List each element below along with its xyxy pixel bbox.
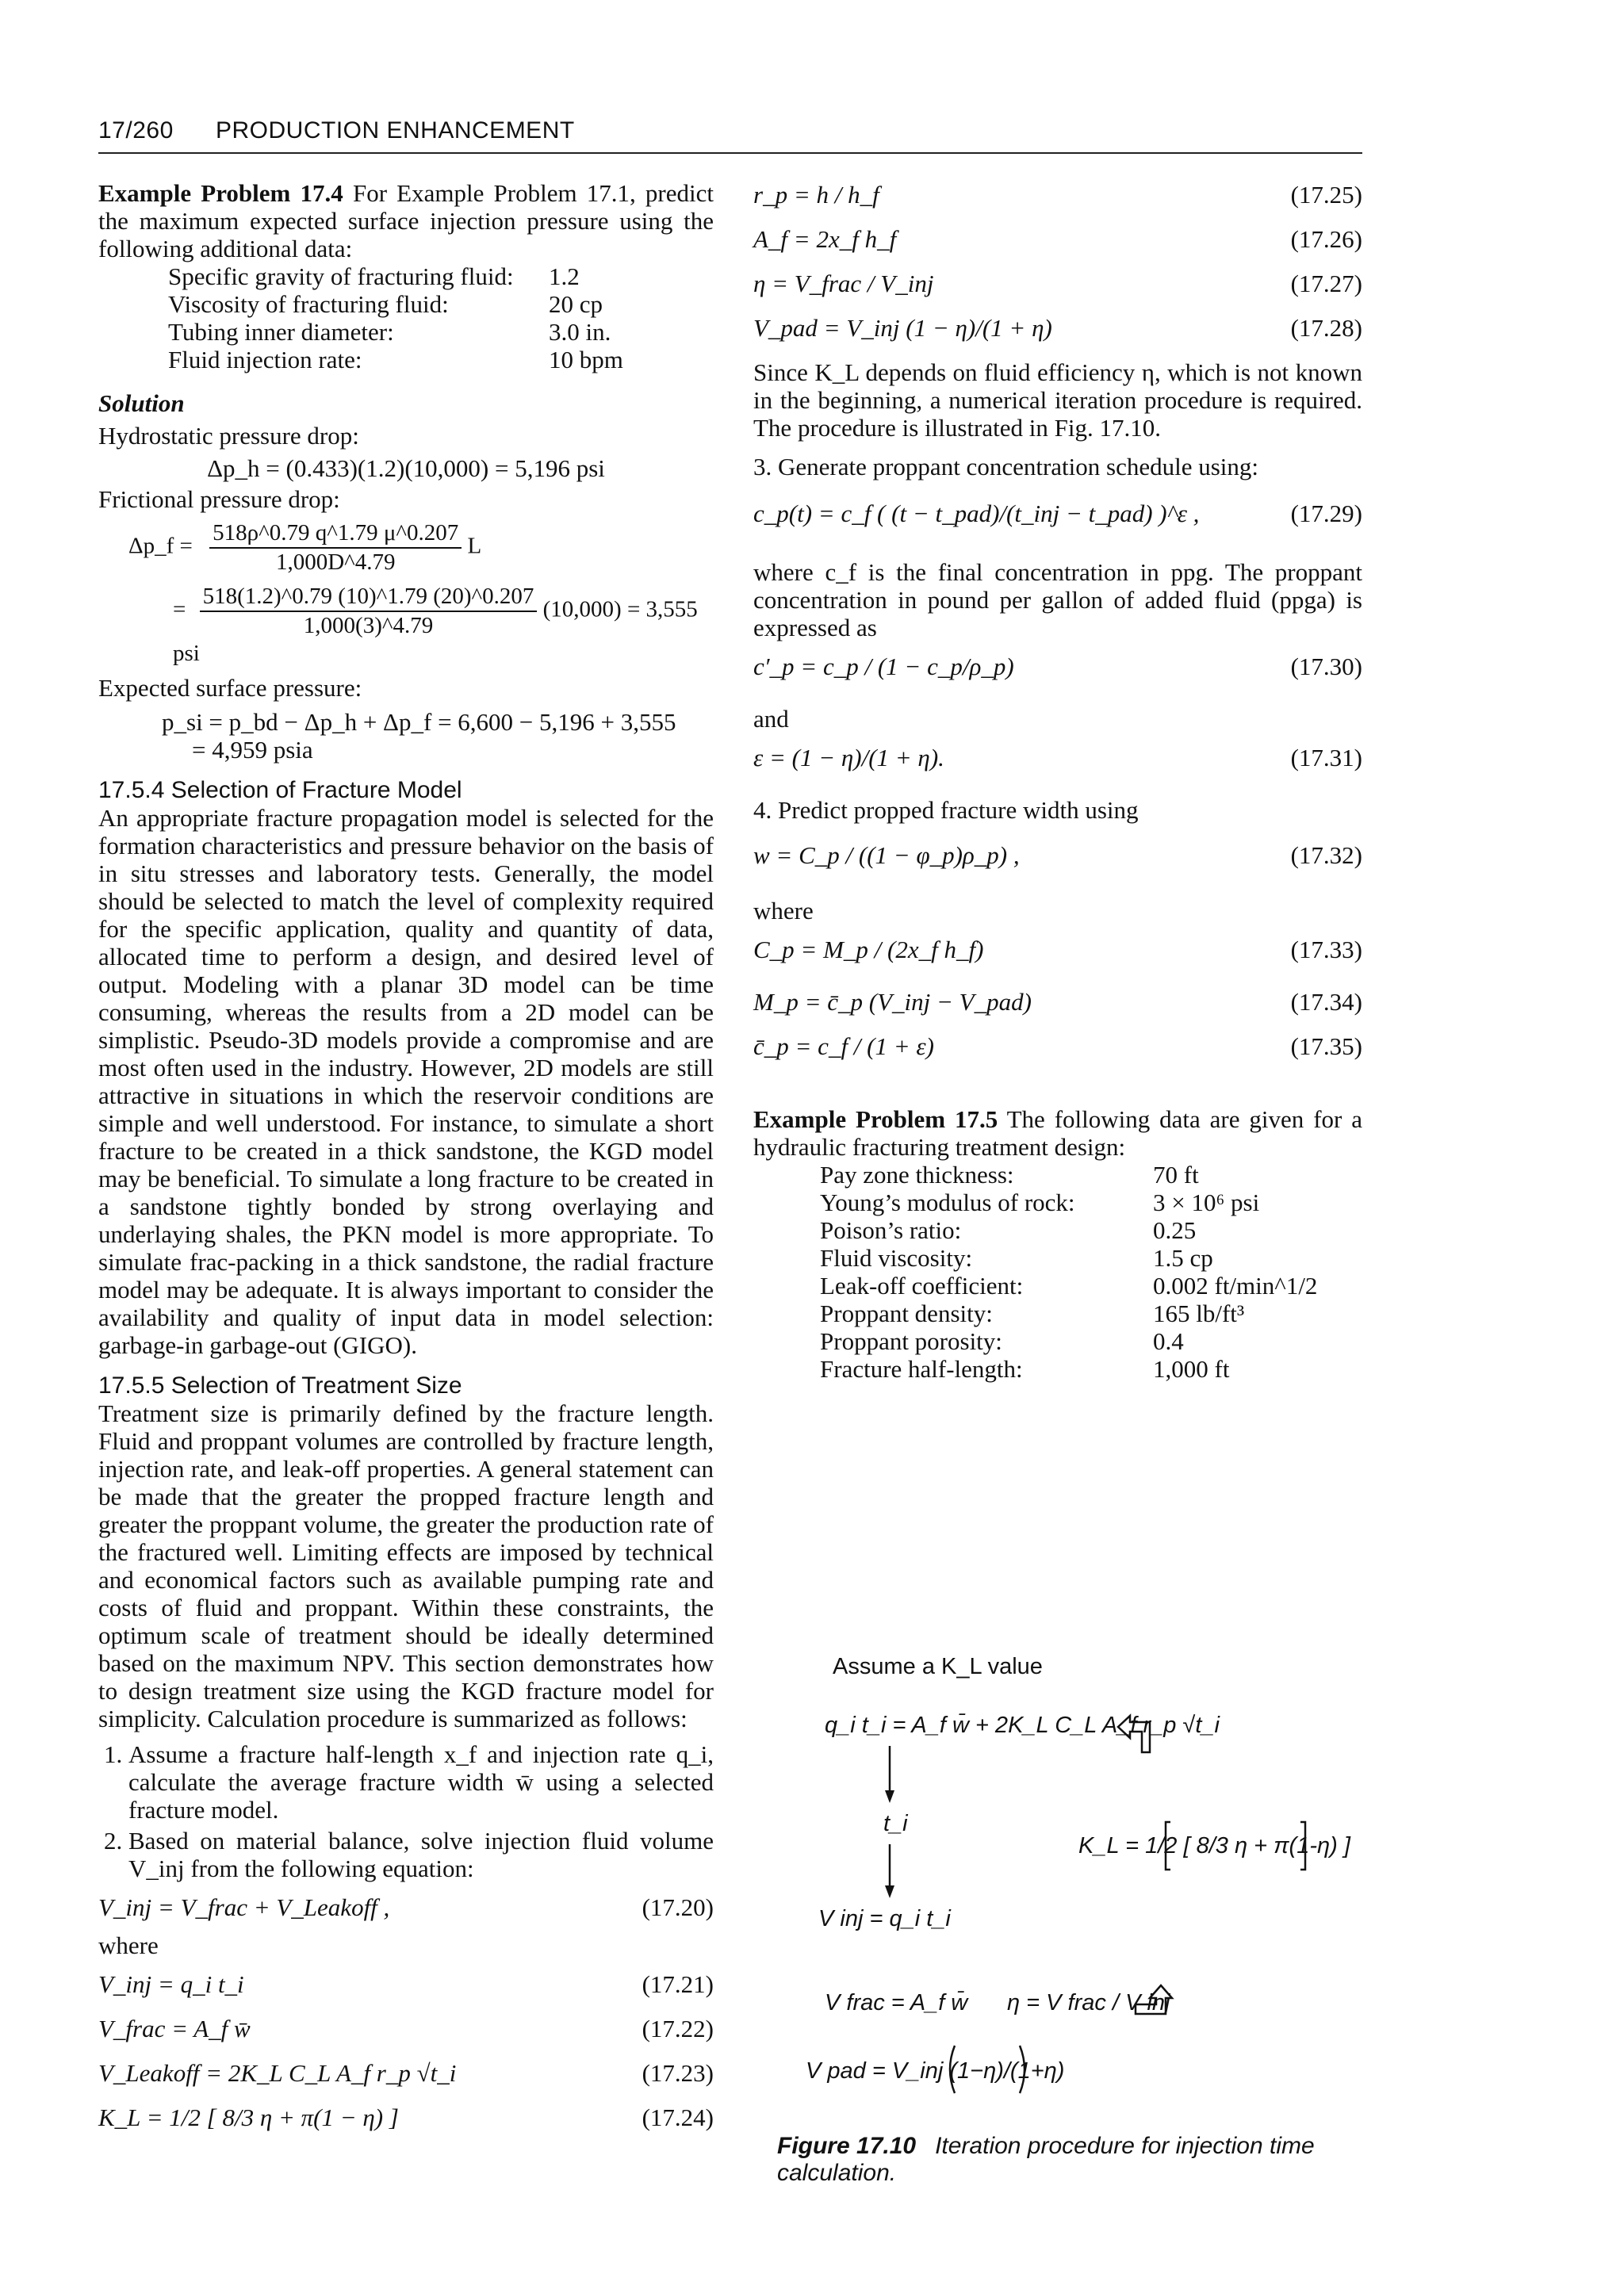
data-value: 0.002 ft/min^1/2 [1153,1272,1318,1300]
figure-kl-equation: K_L = 1/2 [ 8/3 η + π(1-η) ] [1078,1833,1350,1859]
figure-arrows [777,1649,1348,2109]
example-17-5-data [820,1161,1362,1383]
friction-numerator: 518ρ^0.79 q^1.79 μ^0.207 [209,519,462,549]
figure-assume-label: Assume a K_L value [833,1654,1043,1679]
equation-17-24: K_L = 1/2 [ 8/3 η + π(1 − η) ] (17.24) [98,2104,714,2131]
data-key: Viscosity of fracturing fluid: [168,290,449,318]
figure-caption [777,2133,1348,2187]
example-17-5-label: Example Problem 17.5 [753,1105,998,1133]
friction-denominator-2: 1,000(3)^4.79 [303,613,434,638]
data-key: Proppant density: [820,1300,993,1327]
procedure-list [98,1740,714,1882]
equation-17-31: ε = (1 − η)/(1 + η). (17.31) [753,744,1362,771]
equation-17-22: V_frac = A_f w̄ (17.22) [98,2015,714,2042]
friction-equation-1 [128,519,714,576]
friction-result: (10,000) = 3,555 psi [173,596,698,666]
return-arrow-icon [1118,1716,1150,1752]
example-17-4-data [168,262,714,373]
figure-caption-label: Figure 17.10 [777,2133,917,2159]
equation-17-34: M_p = c̄_p (V_inj − V_pad) (17.34) [753,988,1362,1016]
equation-17-26: A_f = 2x_f h_f (17.26) [753,225,1362,253]
data-value: 0.25 [1153,1216,1197,1244]
figure-top-equation: q_i t_i = A_f w̄ + 2K_L C_L A_f r_p √t_i [825,1713,1220,1738]
cf-paragraph: where c_f is the final concentration in ppg. The proppant concentration in pound per gallon of added fluid (ppga) is expressed as [753,558,1362,641]
section-17-5-4-text: An appropriate fracture propagation model is selected for the formation characteristics and pressure behavior on the basis of in situ stresses and laboratory tests. Generally, the model should be selected to match the level of complexity required for the specific application, quality and quantity of data, allocated time to perform a design, and desired level of output. Modeling with a planar 3D model can be time consuming, whereas the results from a 2D model can be simplistic. Pseudo-3D models provide a compromise and are most often used in the industry. However, 2D models are still attractive in situations in which the reservoir conditions are simple and well understood. For instance, to simulate a short fracture to be created in a thick sandstone, the KGD model may be beneficial. To simulate a long fracture to be created in a sandstone tightly bonded by strong overlaying and underlaying shales, the PKN model is more appropriate. To simulate frac-packing in a thick sandstone, the radial fracture model may be adequate. It is always important to consider the availability and quality of input data in model selection: garbage-in garbage-out (GIGO). [98,804,714,1359]
data-key: Proppant porosity: [820,1327,1002,1355]
surface-equation-2: = 4,959 psia [192,736,313,764]
section-17-5-5-text: Treatment size is primarily defined by the fracture length. Fluid and proppant volumes are controlled by fracture length, injection rate, and leak-off properties. A general statement can be made that the greater the propped fracture length and greater the proppant volume, the greater the production rate of the fractured well. Limiting effects are imposed by technical and economical factors such as available pumping rate and costs of fluid and proppant. Within these constraints, the optimum scale of treatment should be ideally determined based on the maximum NPV. This section demonstrates how to design treatment size using the KGD fracture model for simplicity. Calculation procedure is summarized as follows: [98,1399,714,1732]
data-value: 1,000 ft [1153,1355,1230,1383]
data-key: Leak-off coefficient: [820,1272,1024,1300]
data-value: 20 cp [549,290,603,318]
friction-denominator: 1,000D^4.79 [275,549,396,575]
friction-numerator-2: 518(1.2)^0.79 (10)^1.79 (20)^0.207 [200,583,538,612]
data-key: Pay zone thickness: [820,1161,1014,1189]
equation-17-28: V_pad = V_inj (1 − η)/(1 + η) (17.28) [753,314,1362,342]
data-value: 1.5 cp [1153,1244,1213,1272]
friction-label: Frictional pressure drop: [98,485,340,513]
down-arrow-icon [885,1790,894,1803]
where-label-right: where [753,897,814,924]
data-key: Poison’s ratio: [820,1216,962,1244]
equation-17-29: c_p(t) = c_f ( (t − t_pad)/(t_inj − t_pad) )^ε , (17.29) [753,500,1362,527]
data-value: 10 bpm [549,346,623,373]
equation-17-32: w = C_p / ((1 − φ_p)ρ_p) , (17.32) [753,841,1362,869]
equation-17-20: V_inj = V_frac + V_Leakoff , (17.20) [98,1893,714,1921]
section-17-5-4-heading: 17.5.4 Selection of Fracture Model [98,777,462,803]
down-arrow-icon [885,1885,894,1898]
data-value: 3.0 in. [549,318,611,346]
procedure-step-4: 4. Predict propped fracture width using [753,796,1139,824]
left-column [98,179,714,2148]
section-17-5-5-heading: 17.5.5 Selection of Treatment Size [98,1372,462,1399]
right-column [753,179,1362,1383]
example-17-5-intro [753,1105,1362,1161]
equation-17-33: C_p = M_p / (2x_f h_f) (17.33) [753,936,1362,963]
kl-paragraph: Since K_L depends on fluid efficiency η, which is not known in the beginning, a numerical iteration procedure is required. The procedure is illustrated in Fig. 17.10. [753,358,1362,442]
figure-eta: η = V frac / V inj [1007,1990,1170,2015]
surface-equation-1: p_si = p_bd − Δp_h + Δp_f = 6,600 − 5,196 + 3,555 [162,708,676,736]
procedure-step-1: 1. Assume a fracture half-length x_f and injection rate q_i, calculate the average fracture width w̄ using a selected fracture model. [128,1740,714,1824]
friction-lhs: Δp_f = [128,533,193,559]
surface-label: Expected surface pressure: [98,674,362,702]
running-header [98,116,1362,154]
example-17-4-label: Example Problem 17.4 [98,179,343,207]
equation-17-35: c̄_p = c_f / (1 + ε) (17.35) [753,1032,1362,1060]
hydro-label: Hydrostatic pressure drop: [98,422,359,450]
running-title: PRODUCTION ENHANCEMENT [216,117,575,144]
data-key: Tubing inner diameter: [168,318,394,346]
where-label: where [98,1931,159,1959]
data-value: 1.2 [549,262,580,290]
figure-caption-text: Iteration procedure for injection time calculation. [777,2133,1315,2186]
figure-17-10 [777,1649,1348,2109]
figure-vpad: V pad = V_inj (1−η)/(1+η) [806,2058,1065,2084]
example-17-4-intro [98,179,714,262]
data-key: Fracture half-length: [820,1355,1023,1383]
data-value: 165 lb/ft³ [1153,1300,1245,1327]
figure-vinj: V inj = q_i t_i [818,1906,951,1931]
procedure-step-2: 2. Based on material balance, solve injection fluid volume V_inj from the following equation: [128,1827,714,1882]
figure-ti: t_i [883,1811,908,1836]
equation-17-27: η = V_frac / V_inj (17.27) [753,270,1362,297]
procedure-step-3: 3. Generate proppant concentration schedule using: [753,453,1258,480]
hydro-equation: Δp_h = (0.433)(1.2)(10,000) = 5,196 psi [207,454,605,482]
example-17-4-text: For Example Problem 17.1, predict the maximum expected surface injection pressure using the following additional data: [98,179,714,262]
equation-17-21: V_inj = q_i t_i (17.21) [98,1970,714,1998]
data-value: 70 ft [1153,1161,1199,1189]
equation-17-30: c′_p = c_p / (1 − c_p/ρ_p) (17.30) [753,653,1362,680]
page-number: 17/260 [98,117,174,144]
data-key: Specific gravity of fracturing fluid: [168,262,514,290]
equation-17-23: V_Leakoff = 2K_L C_L A_f r_p √t_i (17.23) [98,2059,714,2087]
data-value: 0.4 [1153,1327,1184,1355]
friction-tail: L [467,533,482,559]
example-17-5-text: The following data are given for a hydraulic fracturing treatment design: [753,1105,1362,1161]
data-key: Young’s modulus of rock: [820,1189,1075,1216]
figure-vfrac: V frac = A_f w̄ [825,1990,968,2015]
and-label: and [753,705,789,733]
solution-heading: Solution [98,389,185,417]
data-key: Fluid injection rate: [168,346,362,373]
data-value: 3 × 10⁶ psi [1153,1189,1260,1216]
friction-equation-2: = $\frac{518(1.2)\^{}0.79 (10)\^{}1.79 (20)\^{}0.207}{1,000(3)\^{}4.79}$ (10,000) = 3,555 psi [173,584,698,666]
data-key: Fluid viscosity: [820,1244,973,1272]
equation-17-25: r_p = h / h_f (17.25) [753,181,1362,209]
